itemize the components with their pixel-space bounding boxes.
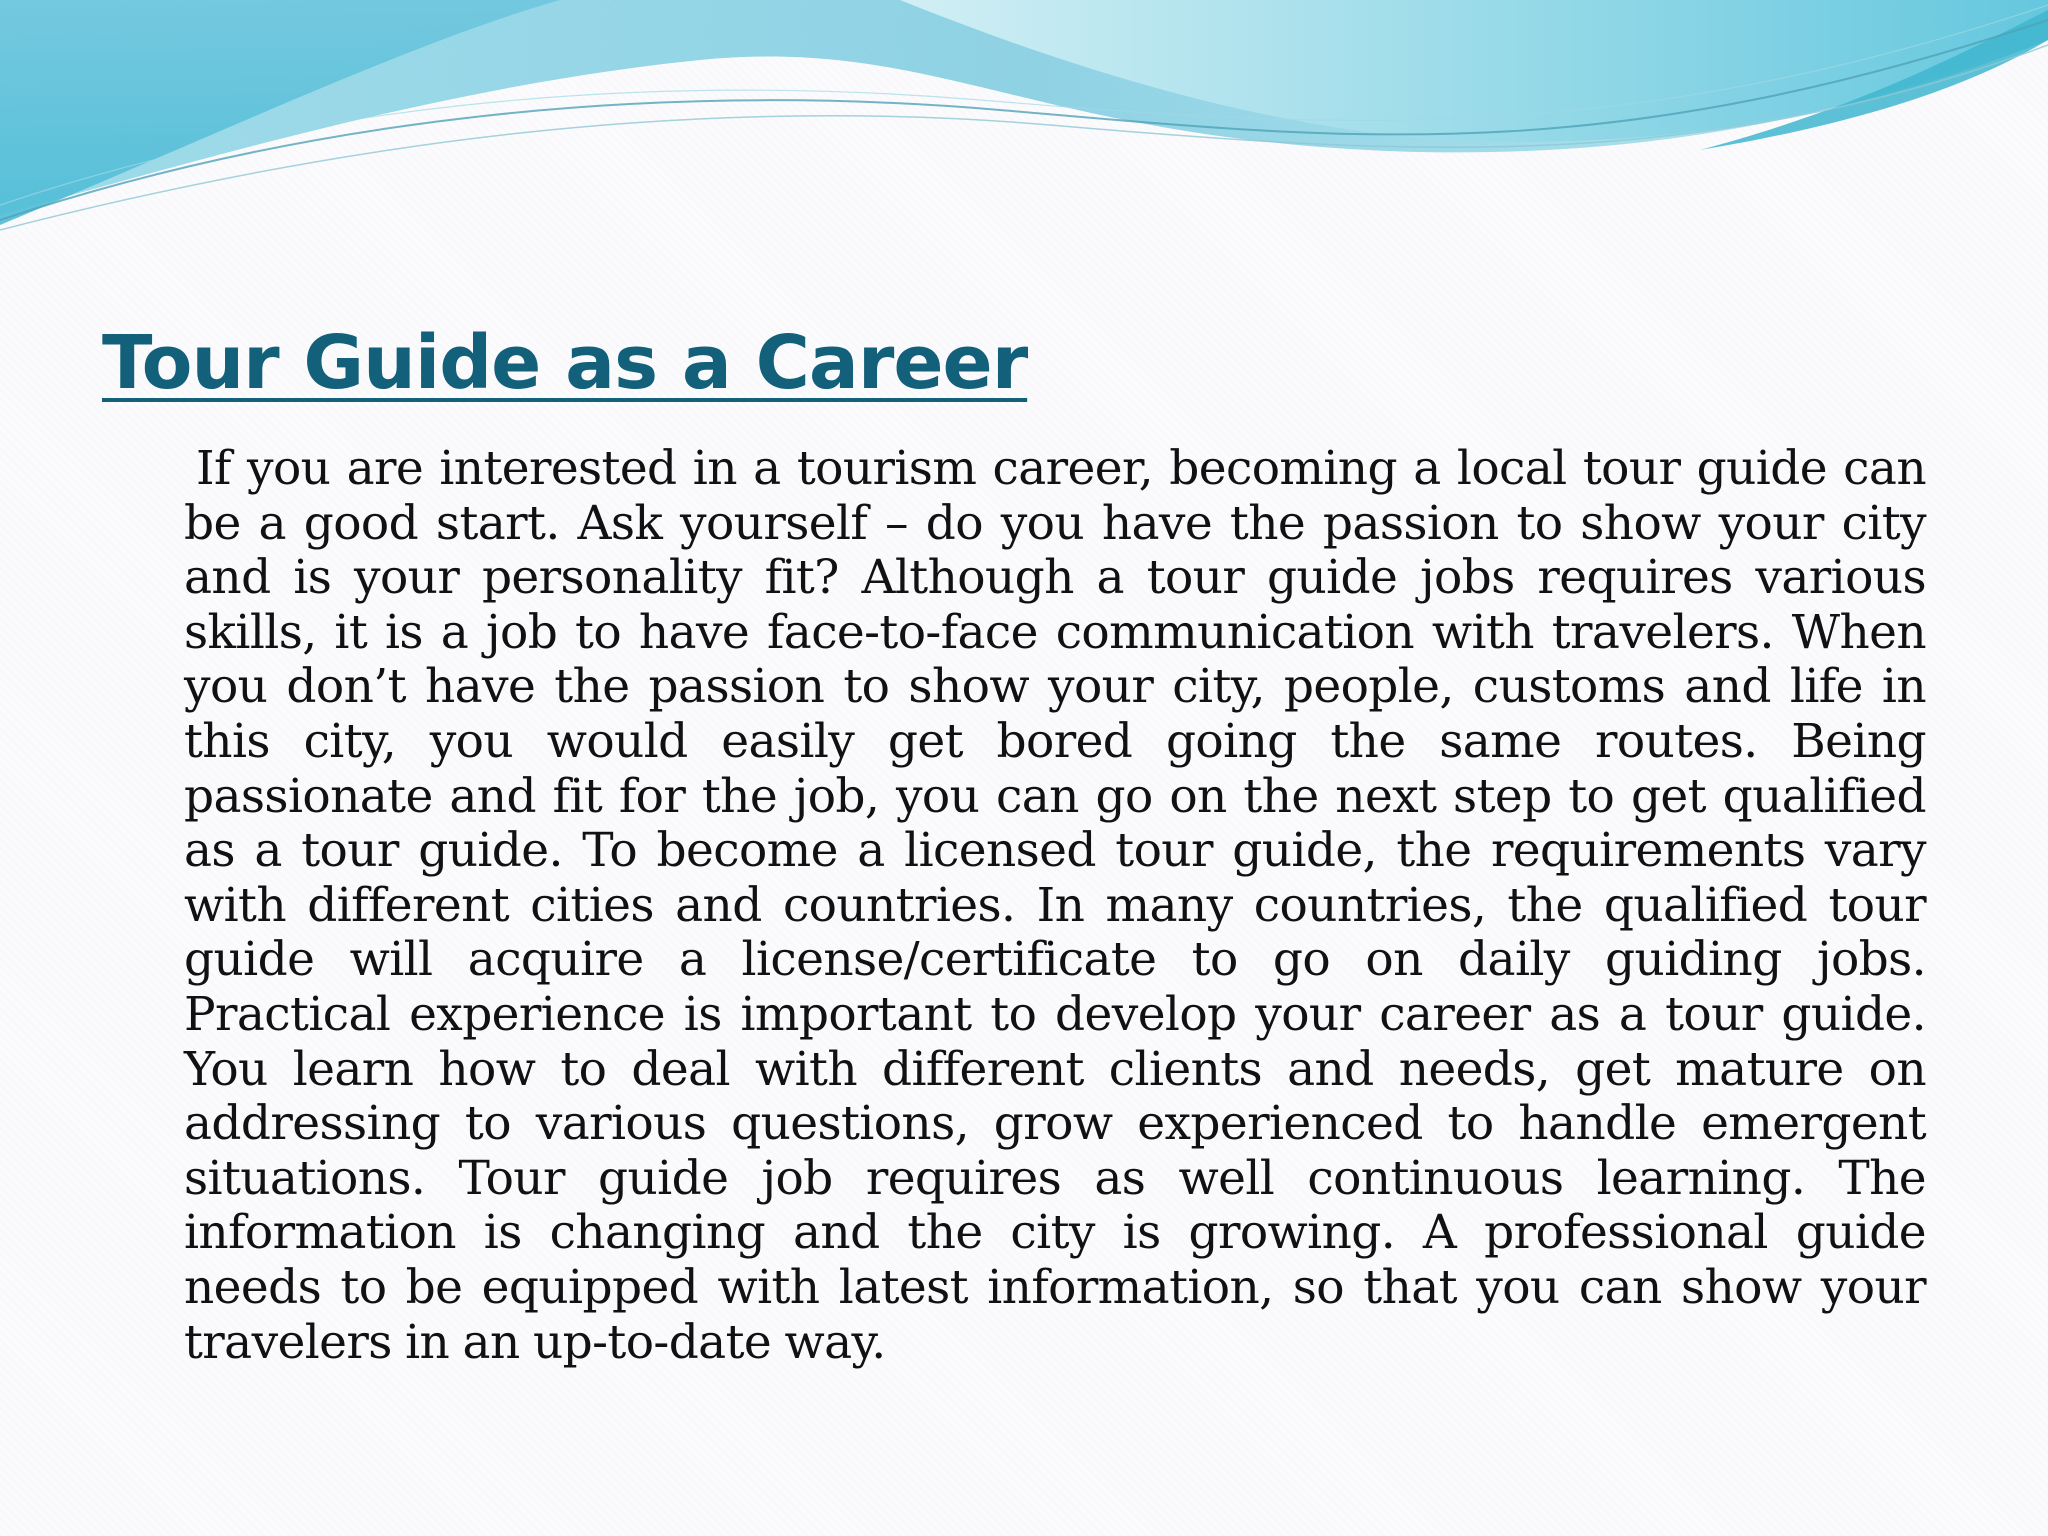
slide-body-text: If you are interested in a tourism career, becoming a local tour guide can be a good start. Ask yourself – do you have the passion to show your city and is your personality fit? Although a tour guide jobs requires various skills, it is a job to have face-to-face communication with travelers. When you don’t have the passion to show your city, people, customs and life in this city, you would easily get bored going the same routes. Being passionate and fit for the job, you can go on the next step to get qualified as a tour guide. To become a licensed tour guide, the requirements vary with different cities and countries. In many countries, the qualified tour guide will acquire a license/certificate to go on daily guiding jobs. Practical experience is important to develop your career as a tour guide. You learn how to deal with different clients and needs, get mature on addressing to various questions, grow experienced to handle emergent situations. Tour guide job requires as well continuous learning. The information is changing and the city is growing. A professional guide needs to be equipped with latest information, so that you can show your travelers in an up-to-date way. [184,441,1926,1370]
slide-title: Tour Guide as a Career [102,320,1028,406]
header-wave-decoration [0,0,2048,240]
